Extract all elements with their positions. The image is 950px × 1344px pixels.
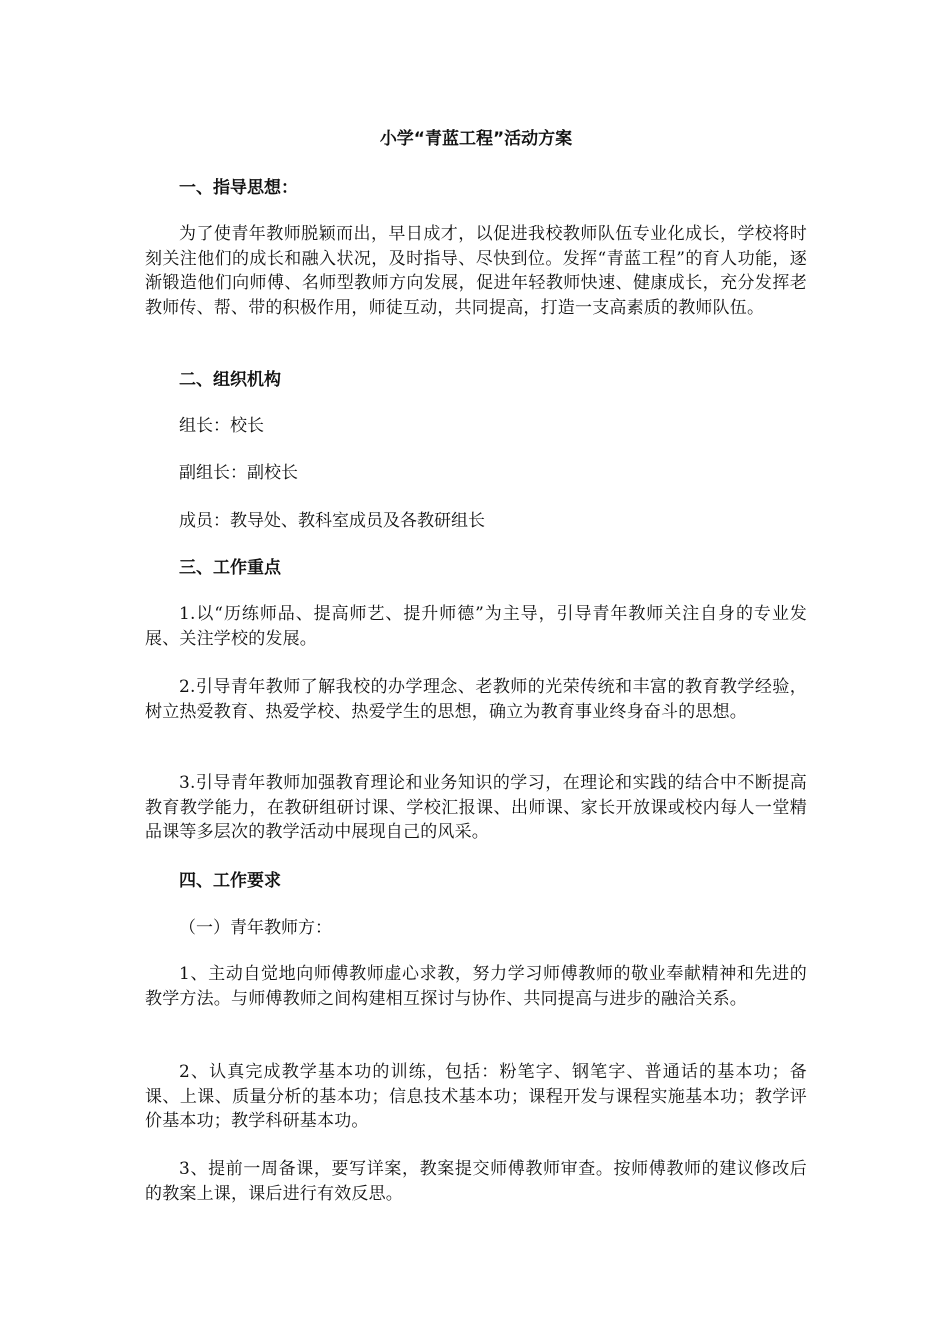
section-heading-organization: 二、组织机构 xyxy=(179,370,281,390)
paragraph-work-focus-3: 3.引导青年教师加强教育理论和业务知识的学习，在理论和实践的结合中不断提高教育教学能力，在教研组研讨课、学校汇报课、出师课、家长开放课或校内每人一堂精品课等多层次的教学活动中展现自己的风采。 xyxy=(145,773,807,842)
paragraph-work-focus-1: 1.以“历练师品、提高师艺、提升师德”为主导，引导青年教师关注自身的专业发展、关注学校的发展。 xyxy=(145,604,807,649)
section-heading-guiding-ideology: 一、指导思想： xyxy=(179,178,298,198)
paragraph-requirement-1: 1、主动自觉地向师傅教师虚心求教，努力学习师傅教师的敬业奉献精神和先进的教学方法。与师傅教师之间构建相互探讨与协作、共同提高与进步的融洽关系。 xyxy=(145,964,807,1009)
document-title: 小学“青蓝工程”活动方案 xyxy=(379,129,573,149)
org-deputy-leader-line: 副组长：副校长 xyxy=(179,463,298,483)
section-heading-work-focus: 三、工作重点 xyxy=(179,558,281,578)
paragraph-guiding-ideology: 为了使青年教师脱颖而出，早日成才，以促进我校教师队伍专业化成长，学校将时刻关注他们的成长和融入状况，及时指导、尽快到位。发挥“青蓝工程”的育人功能，逐渐锻造他们向师傅、名师型教师方向发展，促进年轻教师快速、健康成长，充分发挥老教师传、帮、带的积极作用，师徒互动，共同提高，打造一支高素质的教师队伍。 xyxy=(145,224,807,318)
org-leader-line: 组长：校长 xyxy=(179,416,264,436)
paragraph-work-focus-2: 2.引导青年教师了解我校的办学理念、老教师的光荣传统和丰富的教育教学经验，树立热爱教育、热爱学校、热爱学生的思想，确立为教育事业终身奋斗的思想。 xyxy=(145,677,807,722)
subheading-young-teachers: （一）青年教师方： xyxy=(179,918,332,938)
section-heading-work-requirements: 四、工作要求 xyxy=(179,871,281,891)
paragraph-requirement-3: 3、提前一周备课，要写详案，教案提交师傅教师审查。按师傅教师的建议修改后的教案上课，课后进行有效反思。 xyxy=(145,1159,807,1204)
org-members-line: 成员：教导处、教科室成员及各教研组长 xyxy=(179,511,485,531)
paragraph-requirement-2: 2、认真完成教学基本功的训练，包括：粉笔字、钢笔字、普通话的基本功；备课、上课、质量分析的基本功；信息技术基本功；课程开发与课程实施基本功；教学评价基本功；教学科研基本功。 xyxy=(145,1062,807,1131)
